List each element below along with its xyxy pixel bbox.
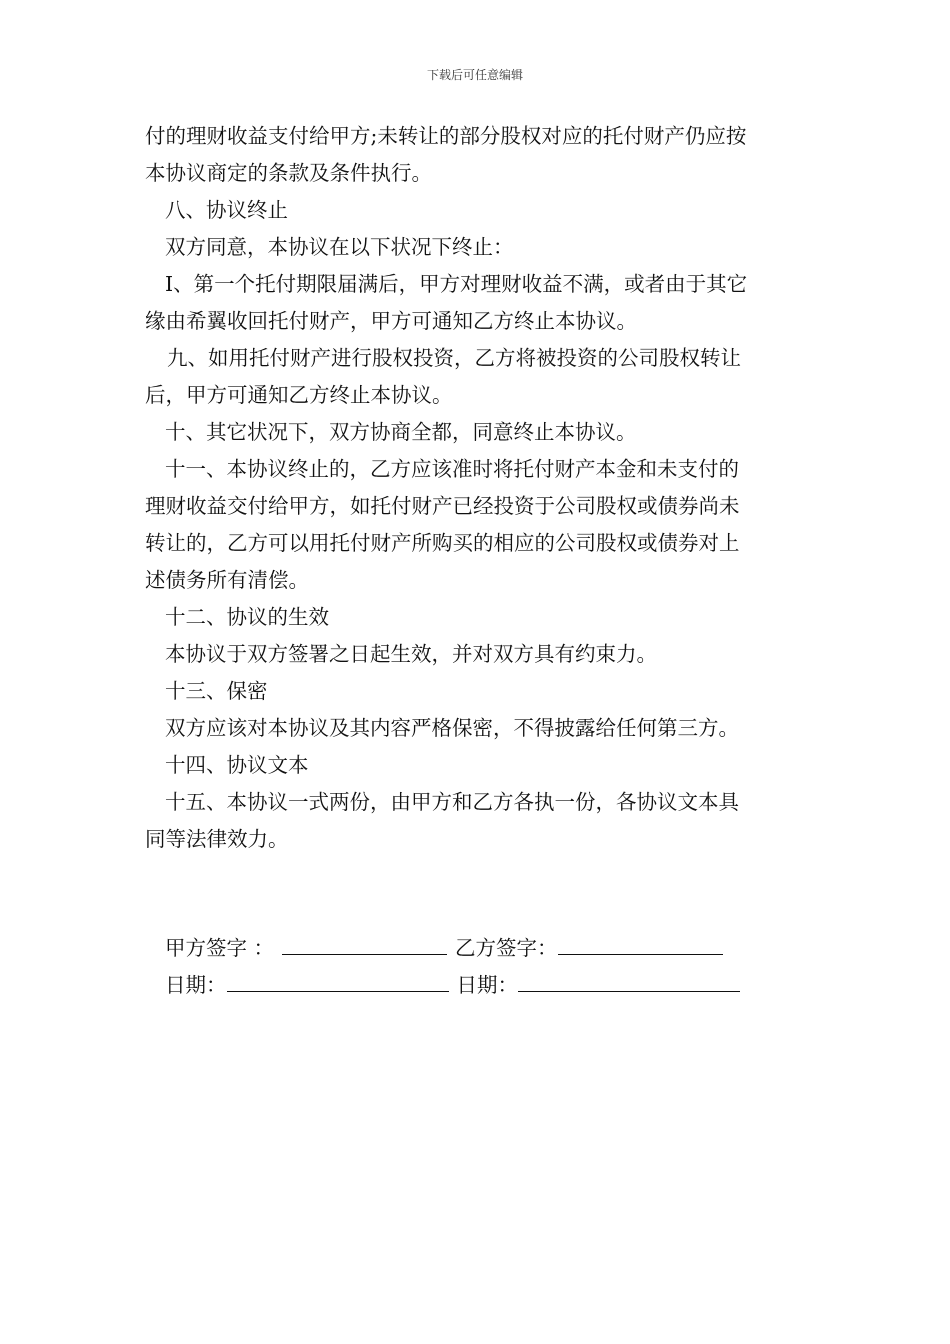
body-line: 理财收益交付给甲方，如托付财产已经投资于公司股权或债券尚未: [145, 494, 740, 518]
body-line: 双方应该对本协议及其内容严格保密，不得披露给任何第三方。: [165, 716, 739, 740]
body-line: 述债务所有清偿。: [145, 568, 309, 592]
section-heading: 十二、协议的生效: [165, 605, 329, 629]
party-a-signature-label: 甲方签字 ：: [165, 936, 275, 960]
body-line: 九、如用托付财产进行股权投资，乙方将被投资的公司股权转让: [167, 346, 741, 370]
agreement-body: [145, 118, 810, 858]
body-line: I、第一个托付期限届满后，甲方对理财收益不满，或者由于其它: [165, 272, 748, 296]
signature-block: [165, 930, 805, 1004]
party-a-date-label: 日期：: [165, 973, 227, 997]
body-line: 双方同意，本协议在以下状况下终止：: [165, 235, 514, 259]
body-line: 十五、本协议一式两份，由甲方和乙方各执一份，各协议文本具: [165, 790, 739, 814]
section-heading: 十三、保密: [165, 679, 268, 703]
party-a-signature-line[interactable]: [282, 934, 447, 955]
body-line: 本协议商定的条款及条件执行。: [145, 161, 432, 185]
party-a-date-line[interactable]: [227, 971, 449, 992]
body-line: 本协议于双方签署之日起生效，并对双方具有约束力。: [165, 642, 657, 666]
body-line: 后，甲方可通知乙方终止本协议。: [145, 383, 453, 407]
body-line: 十、其它状况下，双方协商全都，同意终止本协议。: [165, 420, 637, 444]
section-heading: 八、协议终止: [165, 198, 288, 222]
signature-row: [165, 930, 805, 967]
body-line: 付的理财收益支付给甲方;未转让的部分股权对应的托付财产仍应按: [145, 124, 747, 148]
section-heading: 十四、协议文本: [165, 753, 309, 777]
body-line: 十一、本协议终止的，乙方应该准时将托付财产本金和未支付的: [165, 457, 739, 481]
party-b-date-label: 日期：: [456, 973, 518, 997]
party-b-signature-line[interactable]: [558, 934, 723, 955]
party-b-date-line[interactable]: [518, 971, 740, 992]
date-row: [165, 967, 805, 1004]
body-line: 转让的，乙方可以用托付财产所购买的相应的公司股权或债券对上: [145, 531, 740, 555]
body-line: 缘由希翼收回托付财产，甲方可通知乙方终止本协议。: [145, 309, 637, 333]
page-header-note: 下载后可任意编辑: [426, 68, 523, 82]
party-b-signature-label: 乙方签字：: [455, 936, 558, 960]
body-line: 同等法律效力。: [145, 827, 289, 851]
